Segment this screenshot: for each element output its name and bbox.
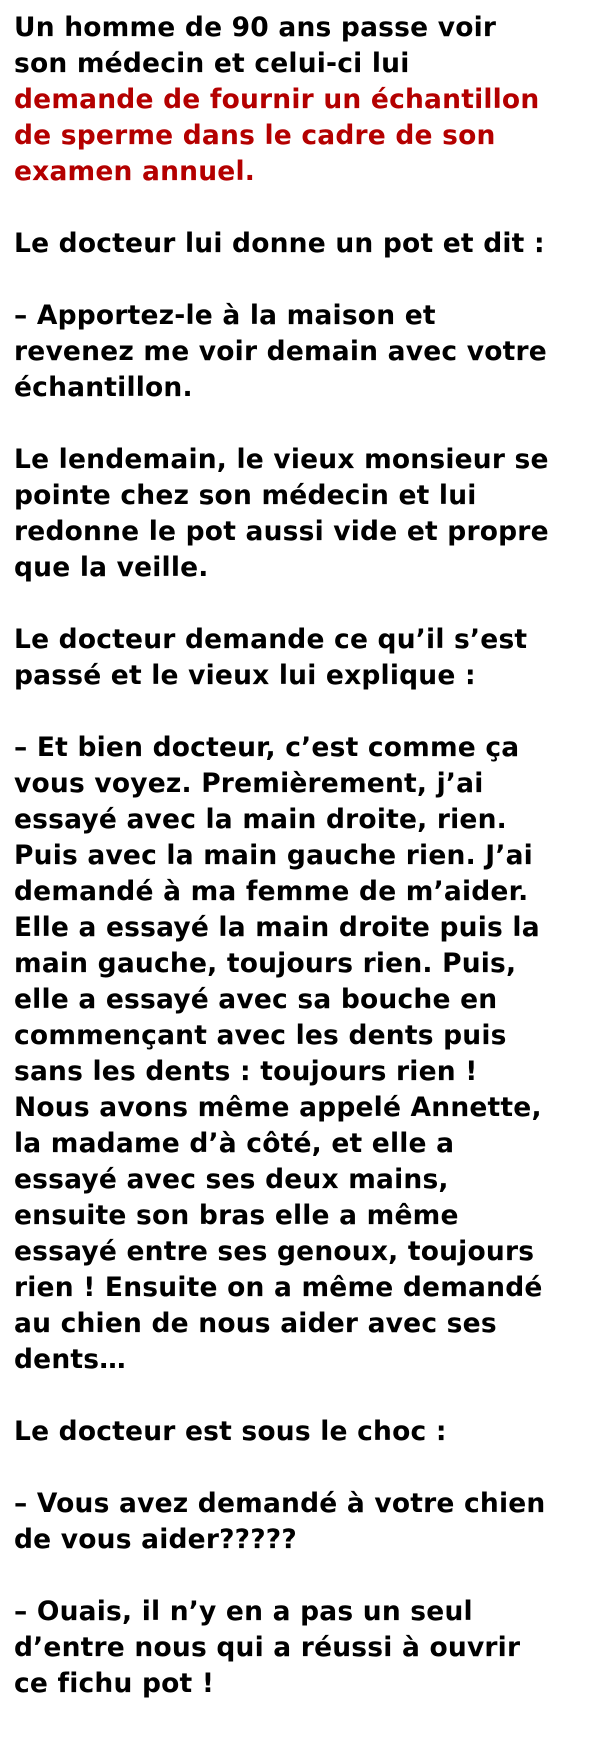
text-line: ce fichu pot !: [14, 1668, 215, 1699]
text-line: vous voyez. Premièrement, j’ai: [14, 768, 484, 799]
paragraph-doctor-shocked: [14, 1414, 594, 1450]
paragraph-next-day: [14, 442, 594, 586]
paragraph-doctor-question: [14, 1486, 594, 1558]
text-line: échantillon.: [14, 372, 193, 403]
text-line: essayé entre ses genoux, toujours: [14, 1236, 535, 1267]
text-line: revenez me voir demain avec votre: [14, 336, 547, 367]
text-line: main gauche, toujours rien. Puis,: [14, 948, 517, 979]
paragraph-intro: [14, 10, 594, 190]
text-line: – Ouais, il n’y en a pas un seul: [14, 1596, 473, 1627]
highlighted-text-line: examen annuel.: [14, 156, 256, 187]
text-line: ensuite son bras elle a même: [14, 1200, 459, 1231]
text-line: passé et le vieux lui explique :: [14, 660, 476, 691]
text-line: – Apportez-le à la maison et: [14, 300, 436, 331]
paragraph-doctor-gives-pot: [14, 226, 594, 262]
text-line: rien ! Ensuite on a même demandé: [14, 1272, 543, 1303]
text-line: Nous avons même appelé Annette,: [14, 1092, 542, 1123]
text-line: d’entre nous qui a réussi à ouvrir: [14, 1632, 521, 1663]
joke-article: [14, 10, 594, 1738]
highlighted-text-line: demande de fournir un échantillon: [14, 84, 540, 115]
paragraph-punchline: [14, 1594, 594, 1702]
text-line: Elle a essayé la main droite puis la: [14, 912, 540, 943]
text-line: essayé avec ses deux mains,: [14, 1164, 449, 1195]
text-line: pointe chez son médecin et lui: [14, 480, 477, 511]
text-line: Un homme de 90 ans passe voir: [14, 12, 497, 43]
text-line: son médecin et celui-ci lui: [14, 48, 410, 79]
paragraph-old-man-explains: [14, 730, 594, 1378]
text-line: Le docteur demande ce qu’il s’est: [14, 624, 528, 655]
text-line: Puis avec la main gauche rien. J’ai: [14, 840, 533, 871]
text-line: sans les dents : toujours rien !: [14, 1056, 478, 1087]
text-line: demandé à ma femme de m’aider.: [14, 876, 529, 907]
paragraph-doctor-instructions: [14, 298, 594, 406]
text-line: de vous aider?????: [14, 1524, 297, 1555]
text-line: Le lendemain, le vieux monsieur se: [14, 444, 549, 475]
text-line: dents…: [14, 1344, 126, 1375]
highlighted-text-line: de sperme dans le cadre de son: [14, 120, 496, 151]
text-line: au chien de nous aider avec ses: [14, 1308, 497, 1339]
text-line: la madame d’à côté, et elle a: [14, 1128, 455, 1159]
paragraph-doctor-asks: [14, 622, 594, 694]
text-line: commençant avec les dents puis: [14, 1020, 507, 1051]
text-line: – Vous avez demandé à votre chien: [14, 1488, 546, 1519]
text-line: elle a essayé avec sa bouche en: [14, 984, 498, 1015]
text-line: redonne le pot aussi vide et propre: [14, 516, 549, 547]
text-line: que la veille.: [14, 552, 209, 583]
text-line: – Et bien docteur, c’est comme ça: [14, 732, 520, 763]
text-line: Le docteur est sous le choc :: [14, 1416, 447, 1447]
text-line: essayé avec la main droite, rien.: [14, 804, 507, 835]
text-line: Le docteur lui donne un pot et dit :: [14, 228, 545, 259]
